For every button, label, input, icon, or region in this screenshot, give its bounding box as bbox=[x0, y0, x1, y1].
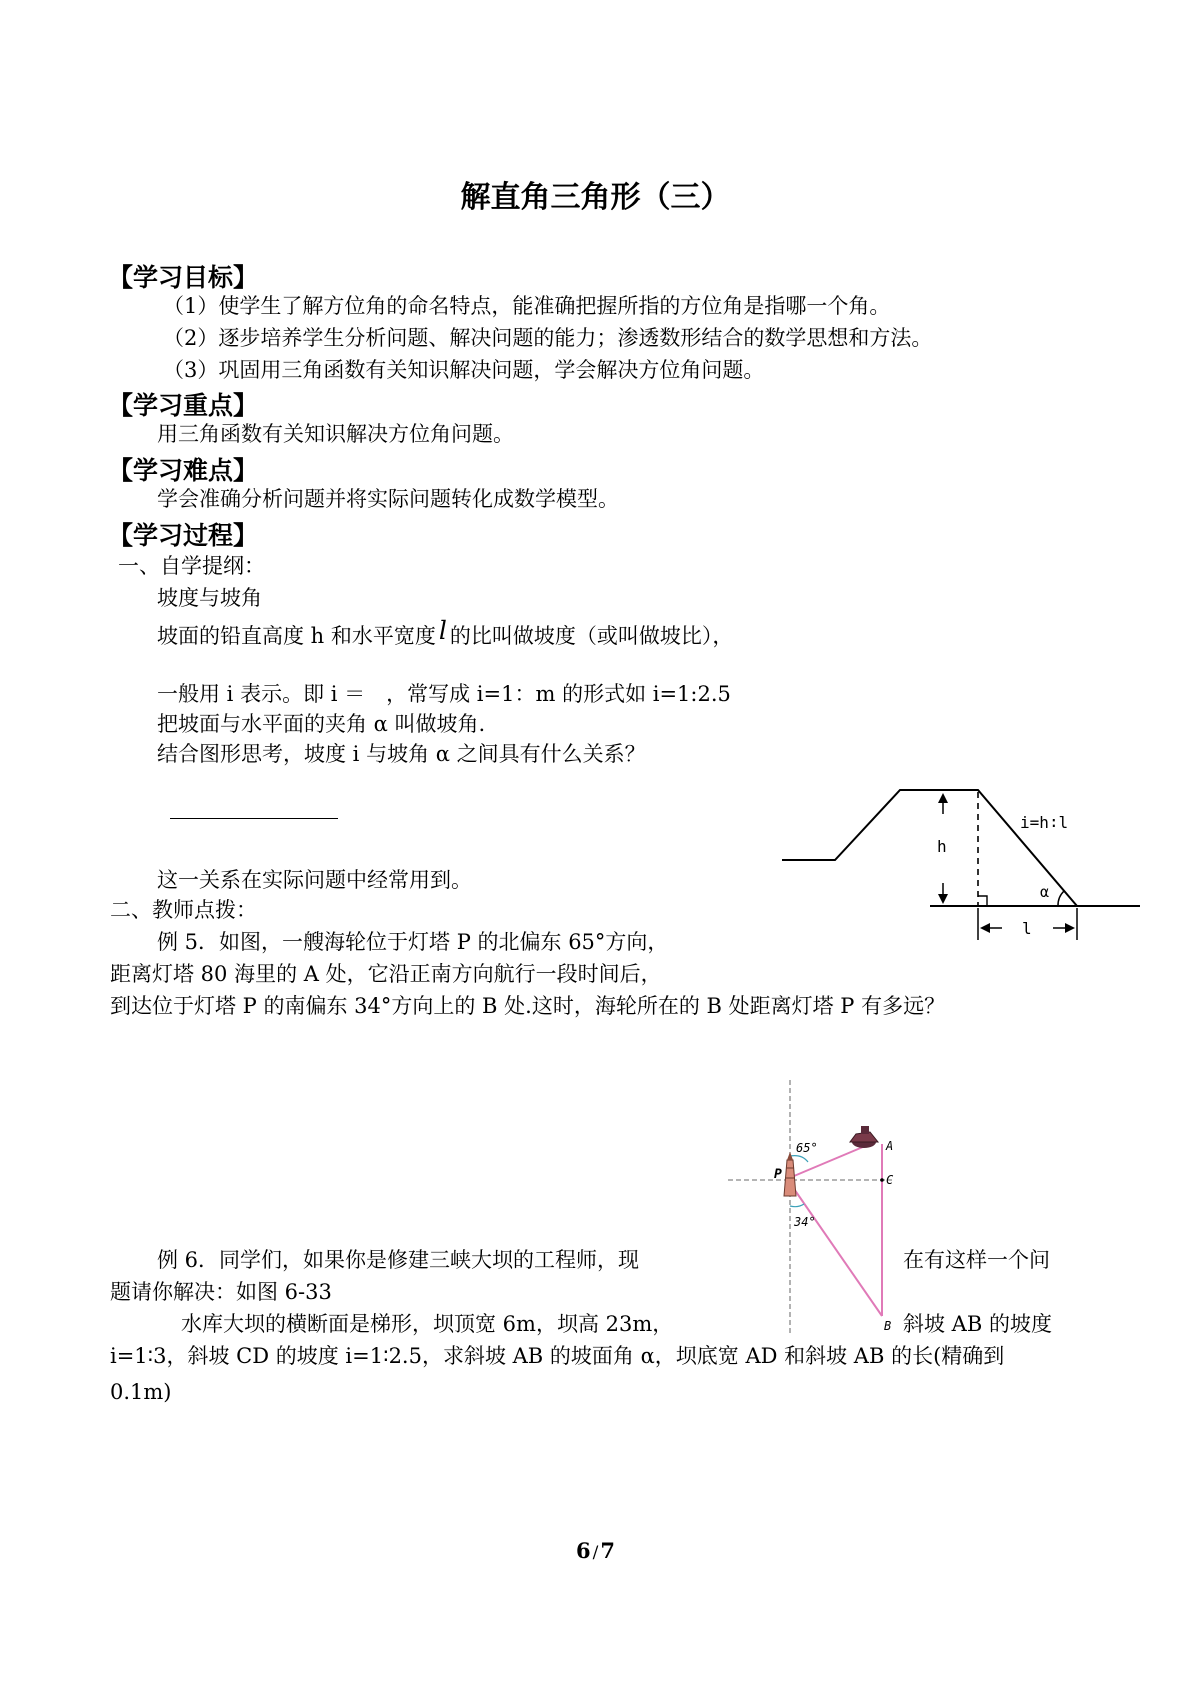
page-total: 7 bbox=[600, 1538, 615, 1563]
example6-line4: i=1∶3，斜坡 CD 的坡度 i=1∶2.5，求斜坡 AB 的坡面角 α，坝底宽 AD 和斜坡 AB 的长(精确到 bbox=[110, 1344, 1005, 1368]
width-arrowhead-right bbox=[1065, 923, 1075, 933]
angle-34-label: 34° bbox=[794, 1215, 816, 1229]
dam-outline bbox=[782, 790, 1077, 906]
example6-line3b: 斜坡 AB 的坡度 bbox=[903, 1312, 1052, 1336]
point-a-label: A bbox=[886, 1139, 894, 1153]
point-p-label: P bbox=[774, 1167, 782, 1182]
definition-text-a: 坡面的铅直高度 h 和水平宽度 bbox=[157, 624, 436, 648]
line-p-to-b bbox=[792, 1186, 882, 1316]
objective-item-3: （3）巩固用三角函数有关知识解决问题，学会解决方位角问题。 bbox=[163, 358, 765, 382]
page-separator: / bbox=[592, 1543, 599, 1563]
part1-topic: 坡度与坡角 bbox=[157, 586, 262, 610]
bearing-diagram bbox=[722, 1078, 922, 1338]
part1-notation-line: 一般用 i 表示。即 i ＝ ，常写成 i=1：m 的形式如 i=1:2.5 bbox=[157, 682, 731, 706]
objectives-header: 【学习目标】 bbox=[108, 263, 259, 292]
part1-angle-line: 把坡面与水平面的夹角 α 叫做坡角. bbox=[157, 712, 486, 736]
point-c-label: C bbox=[886, 1173, 894, 1187]
part1-title: 一、自学提纲： bbox=[118, 554, 265, 578]
angle-65-label: 65° bbox=[796, 1141, 818, 1155]
page-current: 6 bbox=[576, 1538, 591, 1563]
angle-label: α bbox=[1040, 883, 1050, 901]
example5-line3: 到达位于灯塔 P 的南偏东 34°方向上的 B 处.这时，海轮所在的 B 处距离灯塔 P 有多远？ bbox=[110, 994, 946, 1018]
answer-blank bbox=[170, 818, 338, 819]
ship-icon bbox=[850, 1126, 878, 1148]
right-angle-mark bbox=[978, 896, 987, 906]
objective-item-2: （2）逐步培养学生分析问题、解决问题的能力；渗透数形结合的数学思想和方法。 bbox=[163, 326, 933, 350]
point-b-label: B bbox=[884, 1319, 892, 1333]
difficulties-text: 学会准确分析问题并将实际问题转化成数学模型。 bbox=[157, 487, 619, 511]
lighthouse-icon bbox=[784, 1152, 796, 1196]
angle-arc-34 bbox=[790, 1204, 804, 1207]
key-points-header: 【学习重点】 bbox=[108, 391, 259, 420]
slope-ratio-label: i=h∶l bbox=[1020, 813, 1069, 832]
page-title: 解直角三角形（三） bbox=[460, 180, 731, 215]
objective-item-1: （1）使学生了解方位角的命名特点，能准确把握所指的方位角是指哪一个角。 bbox=[163, 294, 891, 318]
part1-definition-line bbox=[157, 617, 733, 650]
example6-line5: 0.1m) bbox=[110, 1380, 172, 1404]
point-c-dot bbox=[880, 1178, 884, 1182]
example6-line1a: 例 6．同学们，如果你是修建三峡大坝的工程师，现 bbox=[157, 1248, 640, 1272]
difficulties-header: 【学习难点】 bbox=[108, 456, 259, 485]
key-points-text: 用三角函数有关知识解决方位角问题。 bbox=[157, 422, 514, 446]
example6-line3a: 水库大坝的横断面是梯形，坝顶宽 6m，坝高 23m， bbox=[181, 1312, 674, 1336]
example5-line1: 例 5．如图，一艘海轮位于灯塔 P 的北偏东 65°方向， bbox=[157, 930, 669, 954]
height-label: h bbox=[937, 837, 947, 856]
example6-line2: 题请你解决：如图 6-33 bbox=[110, 1280, 332, 1304]
height-arrowhead-down bbox=[938, 894, 948, 904]
example6-line1b: 在有这样一个问 bbox=[903, 1248, 1050, 1272]
height-arrowhead-up bbox=[938, 793, 948, 803]
process-header: 【学习过程】 bbox=[108, 521, 259, 550]
width-variable: l bbox=[438, 616, 447, 645]
part2-title: 二、教师点拨： bbox=[110, 898, 257, 922]
width-label: l bbox=[1022, 919, 1032, 938]
angle-arc bbox=[1058, 891, 1064, 906]
part1-note-line: 这一关系在实际问题中经常用到。 bbox=[157, 868, 472, 892]
slope-diagram bbox=[770, 780, 1145, 950]
definition-text-b: 的比叫做坡度（或叫做坡比）， bbox=[449, 624, 734, 648]
width-arrowhead-left bbox=[980, 923, 990, 933]
part1-question-line: 结合图形思考，坡度 i 与坡角 α 之间具有什么关系？ bbox=[157, 742, 646, 766]
page-indicator bbox=[0, 1538, 1191, 1563]
example5-line2: 距离灯塔 80 海里的 A 处，它沿正南方向航行一段时间后， bbox=[110, 962, 662, 986]
